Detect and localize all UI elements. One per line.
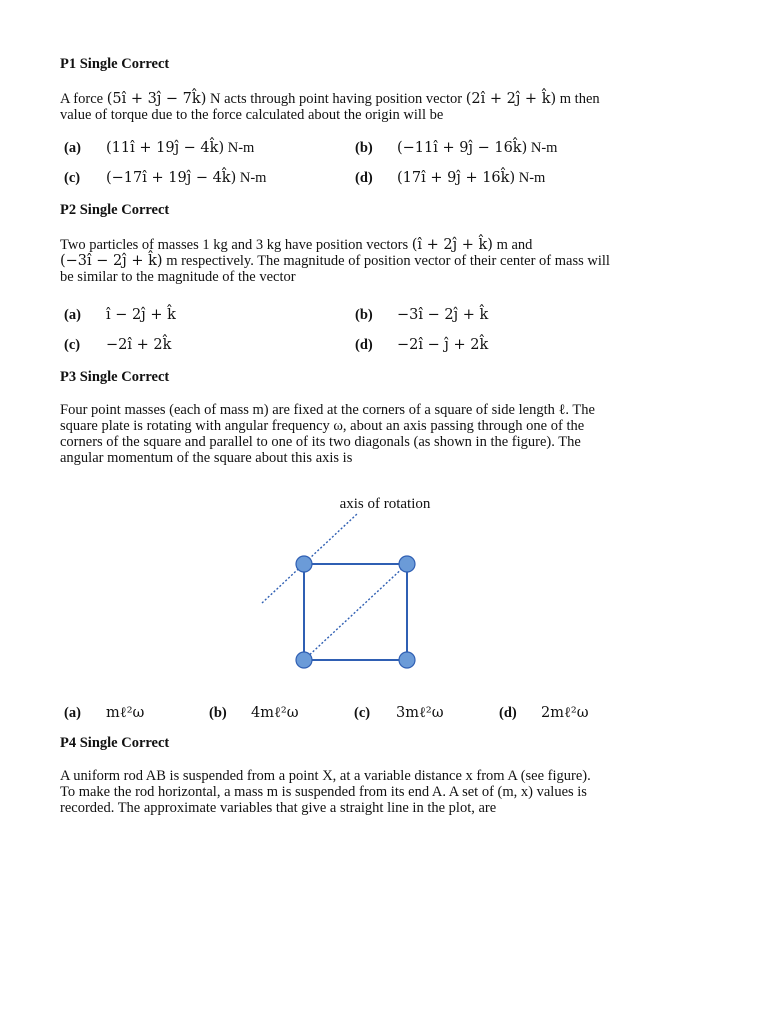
- option-label: (b): [355, 307, 373, 323]
- p1-option-b[interactable]: [355, 140, 557, 157]
- p2-option-c[interactable]: [64, 337, 171, 354]
- p3-option-a[interactable]: [64, 705, 144, 722]
- p4-line-2: To make the rod horizontal, a mass m is suspended from its end A. A set of (m, x) values is: [60, 784, 587, 800]
- p4-question: [60, 768, 670, 816]
- point-mass-bottom-right: [399, 652, 415, 668]
- option-label: (c): [64, 170, 81, 186]
- option-unit: N-m: [518, 170, 546, 186]
- p3-question: [60, 402, 670, 466]
- option-unit: N-m: [239, 170, 267, 186]
- option-expr: 2mℓ²ω: [541, 705, 589, 721]
- p3-option-d[interactable]: [499, 705, 589, 722]
- p3-option-c[interactable]: [354, 705, 444, 722]
- option-expr: 4mℓ²ω: [251, 705, 299, 721]
- option-label: (b): [355, 140, 373, 156]
- option-label: (c): [354, 705, 371, 721]
- p1-position-vector: (2î + 2ĵ + k̂): [465, 91, 557, 107]
- p2-option-a[interactable]: [64, 307, 176, 324]
- option-expr: (−11î + 9ĵ − 16k̂): [397, 140, 528, 156]
- p3-line-2: square plate is rotating with angular frequency ω, about an axis passing through one of the: [60, 418, 585, 434]
- p3-line-4: angular momentum of the square about this axis is: [60, 450, 353, 466]
- p2-text-4: be similar to the magnitude of the vector: [60, 269, 296, 285]
- option-label: (a): [64, 140, 81, 156]
- option-expr: (17î + 9ĵ + 16k̂): [397, 170, 516, 186]
- axis-of-rotation-label: axis of rotation: [339, 496, 431, 512]
- p1-option-c[interactable]: [64, 170, 266, 187]
- option-expr: (−17î + 19ĵ − 4k̂): [106, 170, 237, 186]
- option-label: (a): [64, 307, 81, 323]
- p2-options: [64, 307, 664, 357]
- option-expr: −3î − 2ĵ + k̂: [397, 307, 489, 323]
- option-expr: 3mℓ²ω: [396, 705, 444, 721]
- square-plate: [304, 564, 407, 660]
- p1-text-4: value of torque due to the force calculated about the origin will be: [60, 107, 444, 123]
- p2-option-b[interactable]: [355, 307, 488, 324]
- option-label: (d): [355, 337, 373, 353]
- p1-heading: P1 Single Correct: [60, 56, 170, 72]
- p3-heading: P3 Single Correct: [60, 369, 170, 385]
- p4-heading: P4 Single Correct: [60, 735, 170, 751]
- option-unit: N-m: [530, 140, 558, 156]
- p1-options: [64, 140, 664, 190]
- p3-option-b[interactable]: [209, 705, 299, 722]
- option-expr: −2î − ĵ + 2k̂: [397, 337, 489, 353]
- p3-options: [64, 705, 664, 725]
- p2-text-3: m respectively. The magnitude of position vector of their center of mass will: [166, 253, 610, 269]
- option-label: (c): [64, 337, 81, 353]
- p1-option-a[interactable]: [64, 140, 254, 157]
- option-label: (a): [64, 705, 81, 721]
- point-mass-top-right: [399, 556, 415, 572]
- p2-text-2: m and: [496, 237, 533, 253]
- p1-force-vector: (5î + 3ĵ − 7k̂): [106, 91, 207, 107]
- p4-line-3: recorded. The approximate variables that give a straight line in the plot, are: [60, 800, 497, 816]
- p2-vector-2: (−3î − 2ĵ + k̂): [60, 253, 163, 269]
- p1-text-2: N acts through point having position vector: [209, 91, 463, 107]
- p3-line-3: corners of the square and parallel to one of its two diagonals (as shown in the figure). The: [60, 434, 581, 450]
- point-mass-top-left: [296, 556, 312, 572]
- p1-text-3: m then: [559, 91, 600, 107]
- p4-line-1: A uniform rod AB is suspended from a point X, at a variable distance x from A (see figure).: [60, 768, 591, 784]
- option-label: (d): [499, 705, 517, 721]
- p1-question: [60, 91, 660, 123]
- option-label: (d): [355, 170, 373, 186]
- point-mass-bottom-left: [296, 652, 312, 668]
- p2-option-d[interactable]: [355, 337, 488, 354]
- option-expr: (11î + 19ĵ − 4k̂): [106, 140, 225, 156]
- option-unit: N-m: [227, 140, 255, 156]
- p1-option-d[interactable]: [355, 170, 545, 187]
- option-expr: mℓ²ω: [106, 705, 145, 721]
- rotation-axis: [262, 514, 357, 603]
- option-label: (b): [209, 705, 227, 721]
- p2-question: [60, 237, 660, 285]
- option-expr: −2î + 2k̂: [106, 337, 172, 353]
- square-diagonal: [304, 564, 407, 660]
- p3-line-1: Four point masses (each of mass m) are fixed at the corners of a square of side length ℓ. The: [60, 402, 595, 418]
- option-expr: î − 2ĵ + k̂: [106, 307, 176, 323]
- p2-heading: P2 Single Correct: [60, 202, 170, 218]
- p2-text-1: Two particles of masses 1 kg and 3 kg have position vectors: [60, 237, 409, 253]
- p2-vector-1: (î + 2ĵ + k̂): [411, 237, 493, 253]
- p1-text-1: A force: [60, 91, 104, 107]
